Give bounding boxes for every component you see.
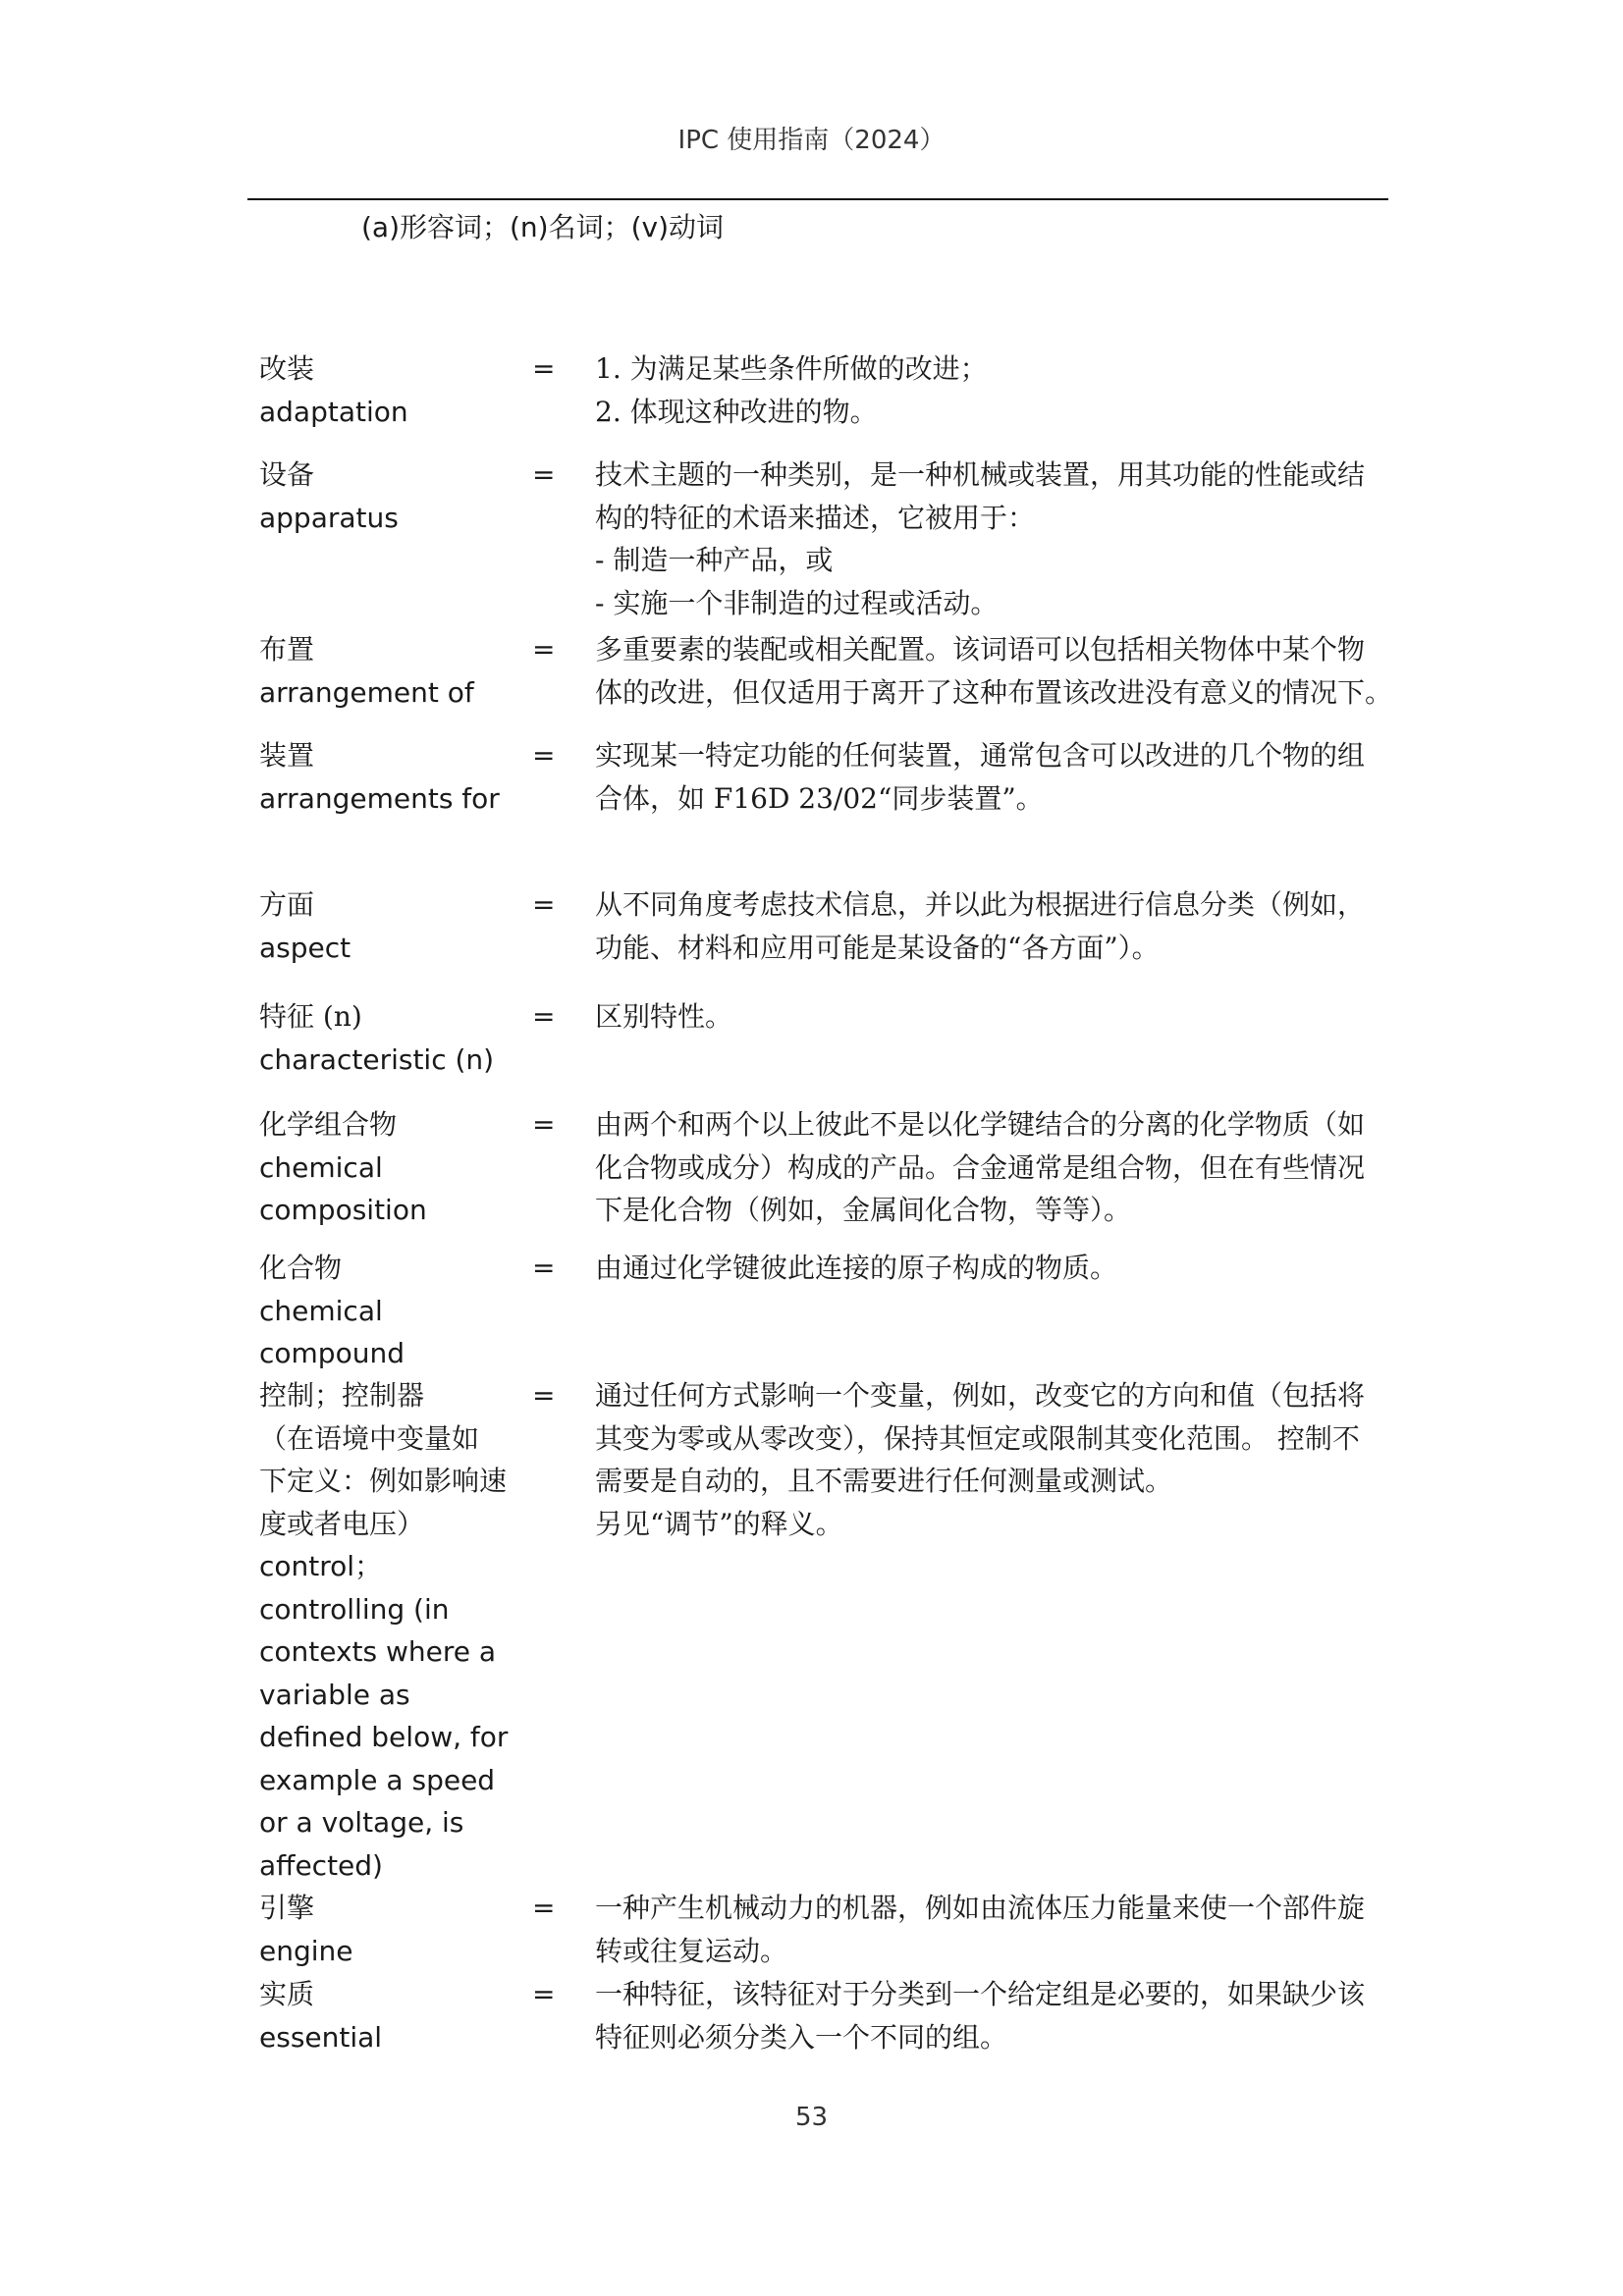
term-en: affected)	[259, 1848, 383, 1882]
entry-definition	[595, 995, 1388, 1039]
term-zh: 下定义：例如影响速	[259, 1465, 508, 1497]
term-en: contexts where a	[259, 1635, 497, 1668]
term-en: defined below, for	[259, 1721, 509, 1753]
equals-sign: =	[532, 458, 556, 491]
entry-term	[259, 1374, 514, 1887]
definition-line: 由两个和两个以上彼此不是以化学键结合的分离的化学物质（如	[595, 1108, 1366, 1141]
equals-sign: =	[532, 739, 556, 772]
definition-line: 1. 为满足某些条件所做的改进；	[595, 352, 988, 385]
term-en: arrangements for	[259, 781, 500, 815]
definition-line: 一种特征，该特征对于分类到一个给定组是必要的，如果缺少该	[595, 1978, 1366, 2010]
definition-line: 通过任何方式影响一个变量，例如，改变它的方向和值（包括将	[595, 1379, 1366, 1412]
entry-definition	[595, 1374, 1388, 1545]
term-en: control；	[259, 1550, 383, 1582]
entry-term	[259, 628, 514, 714]
term-en: example a speed	[259, 1763, 496, 1796]
definition-line: 技术主题的一种类别，是一种机械或装置，用其功能的性能或结	[595, 458, 1366, 491]
term-zh: 改装	[259, 352, 315, 385]
definition-line: 合体，如 F16D 23/02“同步装置”。	[595, 781, 1044, 815]
pos-legend: (a)形容词；(n)名词；(v)动词	[361, 211, 725, 243]
definition-line: 特征则必须分类入一个不同的组。	[595, 2020, 1008, 2054]
equals-sign: =	[532, 352, 556, 385]
definition-line: 实现某一特定功能的任何装置，通常包含可以改进的几个物的组	[595, 739, 1366, 772]
definition-line: 一种产生机械动力的机器，例如由流体压力能量来使一个部件旋	[595, 1892, 1366, 1924]
term-zh: 控制；控制器	[259, 1379, 425, 1412]
term-en: arrangement of	[259, 675, 474, 709]
running-header: IPC 使用指南（2024）	[677, 126, 946, 155]
entry-definition	[595, 1103, 1388, 1232]
entry-definition	[595, 734, 1388, 820]
entry-definition	[595, 883, 1388, 969]
term-en: controlling (in	[259, 1592, 450, 1626]
term-zh: 度或者电压）	[259, 1507, 425, 1540]
entry-definition	[595, 347, 1388, 433]
definition-line: 转或往复运动。	[595, 1934, 788, 1967]
entry-term	[259, 1887, 514, 1972]
equals-sign: =	[532, 888, 556, 921]
definition-line: 由通过化学键彼此连接的原子构成的物质。	[595, 1252, 1118, 1284]
term-en: composition	[259, 1194, 427, 1226]
definition-line: - 制造一种产品，或	[595, 544, 834, 576]
definition-line: 其变为零或从零改变），保持其恒定或限制其变化范围。 控制不	[595, 1421, 1360, 1455]
equals-sign: =	[532, 1252, 556, 1284]
header-rule	[247, 198, 1388, 200]
definition-line: 需要是自动的，且不需要进行任何测量或测试。	[595, 1465, 1173, 1497]
term-en: chemical	[259, 1150, 383, 1184]
term-en: chemical	[259, 1294, 383, 1327]
entry-definition	[595, 1247, 1388, 1290]
definition-line: 区别特性。	[595, 1000, 733, 1033]
equals-sign: =	[532, 1978, 556, 2010]
equals-sign: =	[532, 1379, 556, 1412]
term-en: apparatus	[259, 501, 399, 534]
term-zh: 实质	[259, 1978, 315, 2010]
term-en: variable as	[259, 1678, 410, 1711]
term-en: characteristic (n)	[259, 1042, 495, 1076]
definition-line: 化合物或成分）构成的产品。合金通常是组合物，但在有些情况	[595, 1150, 1366, 1184]
term-zh: 布置	[259, 633, 315, 666]
term-en: essential	[259, 2020, 383, 2054]
equals-sign: =	[532, 633, 556, 666]
entry-term	[259, 883, 514, 969]
entry-term	[259, 1247, 514, 1375]
term-en: aspect	[259, 931, 352, 964]
equals-sign: =	[532, 1108, 556, 1141]
entry-term	[259, 1973, 514, 2058]
entry-term	[259, 347, 514, 433]
definition-line: 多重要素的装配或相关配置。该词语可以包括相关物体中某个物	[595, 633, 1366, 666]
entry-definition	[595, 1973, 1388, 2058]
term-zh: 化学组合物	[259, 1108, 398, 1141]
entry-term	[259, 1103, 514, 1232]
entry-definition	[595, 1887, 1388, 1972]
definition-line: 2. 体现这种改进的物。	[595, 395, 878, 428]
entry-definition	[595, 454, 1388, 624]
definition-line: - 实施一个非制造的过程或活动。	[595, 586, 999, 619]
term-zh: 特征 (n)	[259, 1000, 362, 1033]
term-zh: 装置	[259, 739, 315, 772]
definition-line: 功能、材料和应用可能是某设备的“各方面”）。	[595, 931, 1160, 964]
definition-line: 从不同角度考虑技术信息，并以此为根据进行信息分类（例如，	[595, 888, 1366, 921]
term-en: engine	[259, 1934, 353, 1967]
entry-term	[259, 995, 514, 1081]
definition-line: 另见“调节”的释义。	[595, 1507, 843, 1540]
page-number: 53	[794, 2103, 829, 2132]
term-zh: 化合物	[259, 1252, 343, 1284]
term-zh: 设备	[259, 458, 315, 491]
definition-line: 下是化合物（例如，金属间化合物，等等）。	[595, 1194, 1132, 1226]
term-zh: 引擎	[259, 1892, 315, 1924]
equals-sign: =	[532, 1000, 556, 1033]
entry-term	[259, 734, 514, 820]
term-zh: 方面	[259, 888, 315, 921]
definition-line: 体的改进，但仅适用于离开了这种布置该改进没有意义的情况下。	[595, 675, 1393, 709]
term-en: adaptation	[259, 395, 408, 428]
term-en: compound	[259, 1337, 405, 1369]
term-en: or a voltage, is	[259, 1806, 464, 1839]
entry-definition	[595, 628, 1393, 714]
term-zh: （在语境中变量如	[259, 1421, 480, 1455]
equals-sign: =	[532, 1892, 556, 1924]
entry-term	[259, 454, 514, 539]
definition-line: 构的特征的术语来描述，它被用于：	[595, 501, 1036, 534]
